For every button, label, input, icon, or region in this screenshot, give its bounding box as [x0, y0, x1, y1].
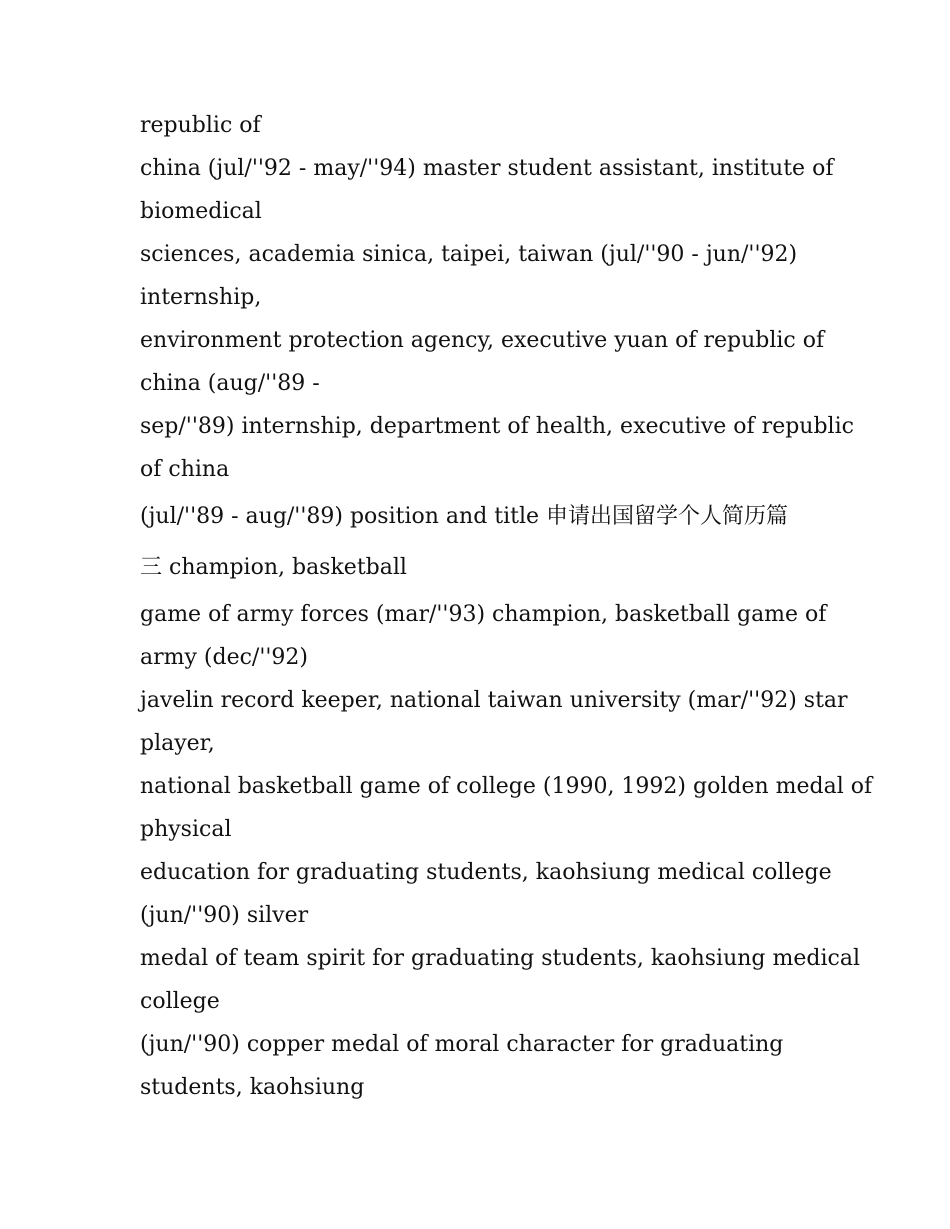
text-line: national basketball game of college (1990, 1992) golden medal of	[140, 774, 873, 799]
text-line: of china	[140, 457, 230, 482]
text-line: republic of	[140, 113, 261, 138]
text-line: education for graduating students, kaohsiung medical college	[140, 860, 832, 885]
text-line: students, kaohsiung	[140, 1075, 365, 1100]
text-line: 三 champion, basketball	[140, 555, 407, 580]
text-line: biomedical	[140, 199, 262, 224]
document-page	[140, 104, 873, 1109]
text-line: sciences, academia sinica, taipei, taiwan (jul/''90 - jun/''92)	[140, 242, 798, 267]
text-line: game of army forces (mar/''93) champion, basketball game of	[140, 602, 827, 627]
text-line: player,	[140, 731, 215, 756]
text-line: sep/''89) internship, department of health, executive of republic	[140, 414, 854, 439]
text-line: (jul/''89 - aug/''89) position and title 申请出国留学个人简历篇	[140, 504, 789, 529]
text-line: china (aug/''89 -	[140, 371, 320, 396]
text-line: environment protection agency, executive yuan of republic of	[140, 328, 825, 353]
text-line: china (jul/''92 - may/''94) master student assistant, institute of	[140, 156, 834, 181]
text-line: physical	[140, 817, 232, 842]
text-line: internship,	[140, 285, 262, 310]
text-line: (jun/''90) copper medal of moral character for graduating	[140, 1032, 784, 1057]
text-line: (jun/''90) silver	[140, 903, 309, 928]
text-line: javelin record keeper, national taiwan university (mar/''92) star	[140, 688, 848, 713]
text-line: army (dec/''92)	[140, 645, 309, 670]
text-line: college	[140, 989, 220, 1014]
text-line: medal of team spirit for graduating students, kaohsiung medical	[140, 946, 860, 971]
